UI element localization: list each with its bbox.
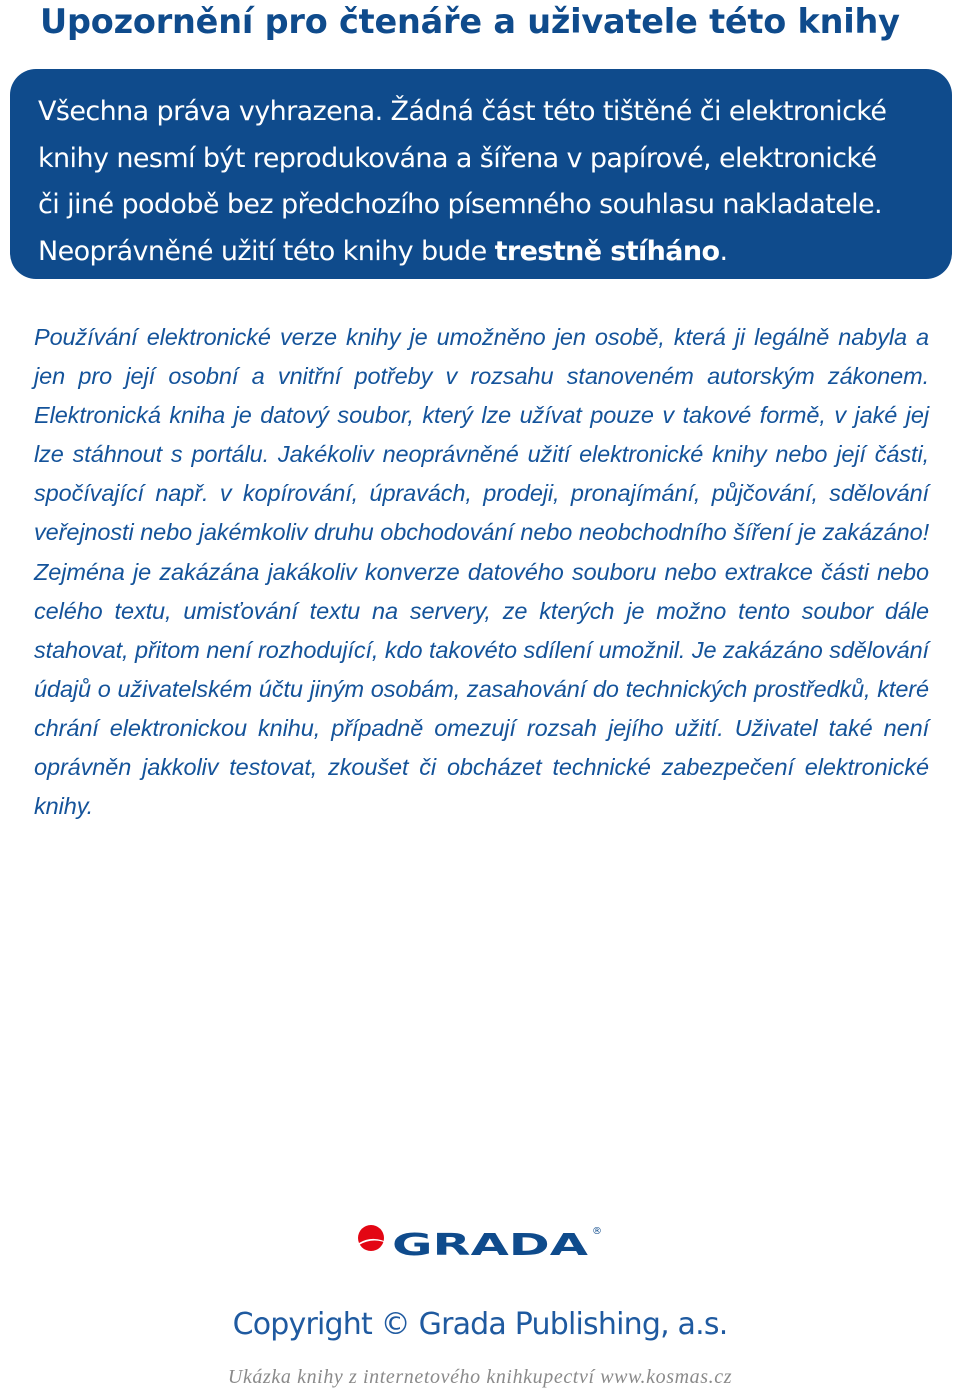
rights-notice-box (10, 69, 952, 279)
rights-notice-end: . (719, 235, 728, 267)
usage-terms-paragraph: Používání elektronické verze knihy je umožněno jen osobě, která ji legálně nabyla a jen pro její osobní a vnitřní potřeby v rozsahu stanoveném autorským zákonem. Elektronická kniha je datový soubor, který lze užívat pouze v takové formě, v jaké jej lze stáhnout s portálu. Jakékoliv neoprávněné užití elektronické knihy nebo její části, spočívající např. v kopírování, úpravách, prodeji, pronajímání, půjčování, sdělování veřejnosti nebo jakémkoliv druhu obchodování nebo neobchodního šíření je zakázáno! Zejména je zakázána jakákoliv konverze datového souboru nebo extrakce části nebo celého textu, umisťování textu na servery, ze kterých je možno tento soubor dále stahovat, přitom není rozhodující, kdo takovéto sdílení umožnil. Je zakázáno sdělování údajů o uživatelském účtu jiným osobám, zasahování do technických prostředků, které chrání elektronickou knihu, případně omezují rozsah jejího užití. Uživatel také není oprávněn jakkoliv testovat, zkoušet či obcházet technické zabezpečení elektronické knihy. (34, 324, 929, 820)
rights-notice-text (38, 89, 932, 275)
sample-source-note: Ukázka knihy z internetového knihkupectví www.kosmas.cz (227, 1366, 733, 1388)
logo-mark (358, 1225, 384, 1251)
copyright-notice: Copyright © Grada Publishing, a.s. (232, 1307, 728, 1342)
publisher-logo (356, 1222, 606, 1258)
logo-wordmark: GRADA (392, 1228, 590, 1258)
registered-mark: ® (592, 1226, 602, 1237)
page-title: Upozornění pro čtenáře a uživatele této knihy (40, 2, 900, 41)
rights-notice-emphasis: trestně stíháno (494, 235, 720, 267)
rights-notice-main: Všechna práva vyhrazena. Žádná část této tištěné či elektronické knihy nesmí být reprodukována a šířena v papírové, elektronické či jiné podobě bez předchozího písemného souhlasu nakladatele. Neoprávněné užití této knihy bude (38, 96, 887, 267)
grada-logo-icon (356, 1222, 606, 1258)
